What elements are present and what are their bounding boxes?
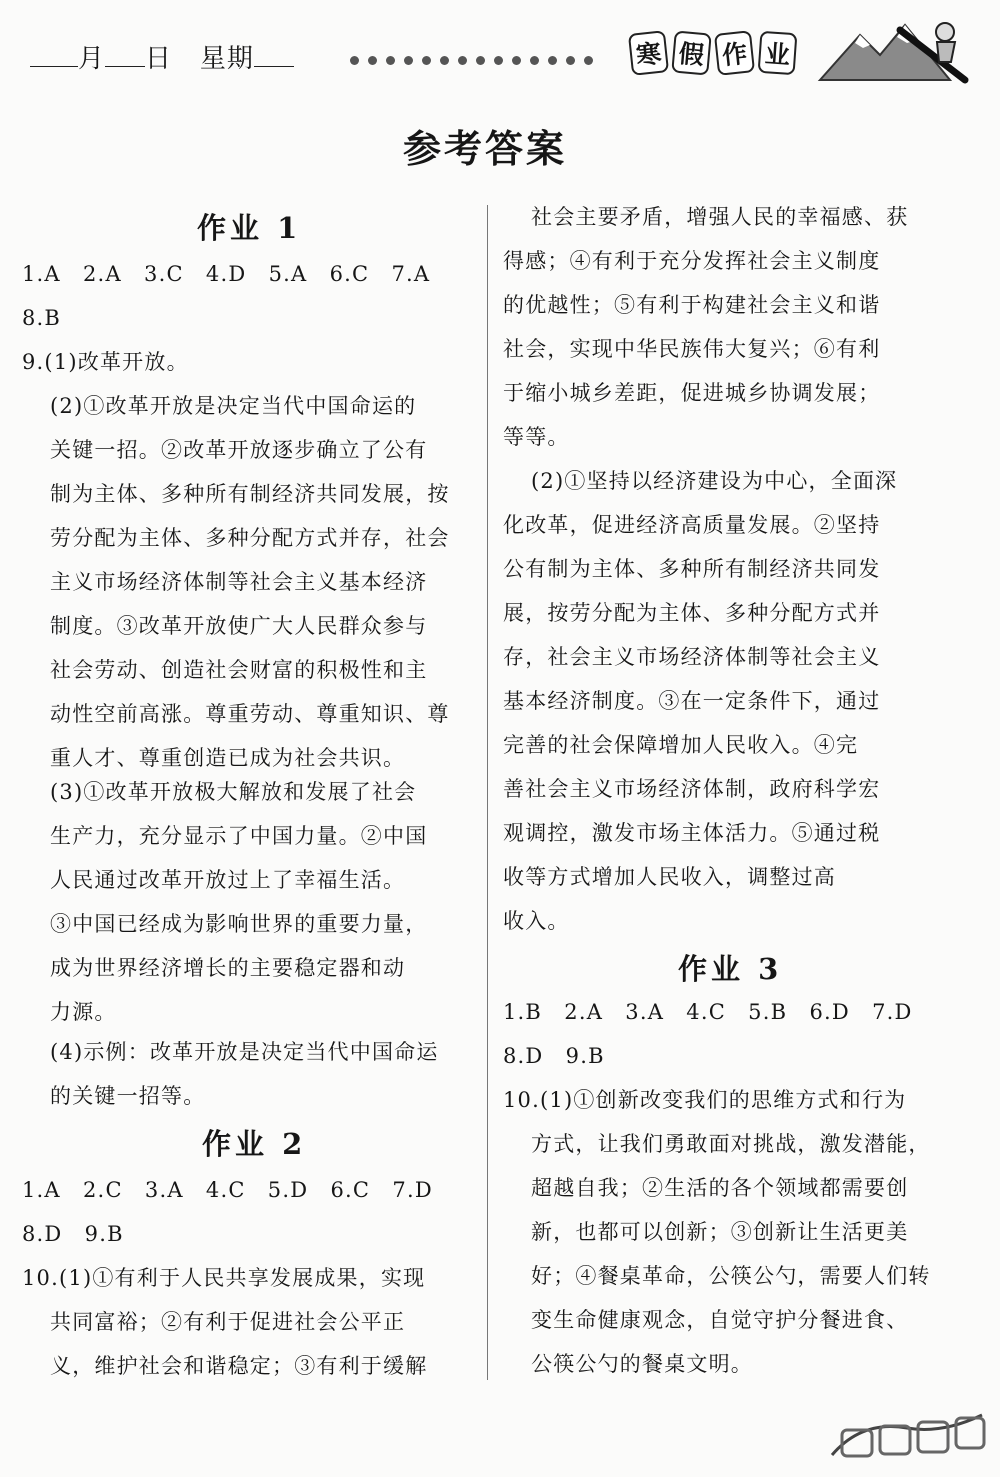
answer-line: (3)①改革开放极大解放和发展了社会 xyxy=(50,780,417,804)
answer-line: 成为世界经济增长的主要稳定器和动 xyxy=(50,956,406,980)
answer-line: 制为主体、多种所有制经济共同发展，按 xyxy=(50,482,450,506)
answer-line: 社会劳动、创造社会财富的积极性和主 xyxy=(50,658,428,682)
answer-line: 1.A 2.A 3.C 4.D 5.A 6.C 7.A xyxy=(22,262,431,286)
answer-line: 力源。 xyxy=(50,1000,117,1024)
weekday-label: 星期 xyxy=(199,44,254,74)
answer-line: (2)①改革开放是决定当代中国命运的 xyxy=(50,394,417,418)
answer-line: 于缩小城乡差距，促进城乡协调发展； xyxy=(503,381,881,405)
corner-logo-icon xyxy=(822,1400,992,1470)
answer-line: 共同富裕；②有利于促进社会公平正 xyxy=(50,1310,406,1334)
answer-line: (2)①坚持以经济建设为中心，全面深 xyxy=(531,469,898,493)
answer-line: 动性空前高涨。尊重劳动、尊重知识、尊 xyxy=(50,702,450,726)
answer-line: 社会主要矛盾，增强人民的幸福感、获 xyxy=(531,205,909,229)
header-dots xyxy=(350,50,602,69)
answer-line: 展，按劳分配为主体、多种分配方式并 xyxy=(503,601,881,625)
brand-char: 作 xyxy=(714,30,755,76)
day-blank xyxy=(105,44,145,67)
answer-line: 得感；④有利于充分发挥社会主义制度 xyxy=(503,249,881,273)
answer-line: 关键一招。②改革开放逐步确立了公有 xyxy=(50,438,428,462)
date-line xyxy=(30,38,294,75)
answer-line: 义，维护社会和谐稳定；③有利于缓解 xyxy=(50,1354,428,1378)
answer-line: ③中国已经成为影响世界的重要力量， xyxy=(50,912,428,936)
month-label: 月 xyxy=(78,44,106,74)
answer-line: 制度。③改革开放使广大人民群众参与 xyxy=(50,614,428,638)
answer-line: 9.(1)改革开放。 xyxy=(22,350,189,374)
answer-line: 人民通过改革开放过上了幸福生活。 xyxy=(50,868,406,892)
answer-line: 8.D 9.B xyxy=(22,1222,124,1246)
answer-line: 变生命健康观念，自觉守护分餐进食、 xyxy=(531,1308,909,1332)
month-blank xyxy=(30,44,78,67)
answer-line: 公筷公勺的餐桌文明。 xyxy=(531,1352,753,1376)
answer-line: 的关键一招等。 xyxy=(50,1084,206,1108)
answer-line: 好；④餐桌革命，公筷公勺，需要人们转 xyxy=(531,1264,931,1288)
section-heading-3: 作业 3 xyxy=(678,952,783,986)
answer-line: 重人才、尊重创造已成为社会共识。 xyxy=(50,746,406,770)
answer-line: 的优越性；⑤有利于构建社会主义和谐 xyxy=(503,293,881,317)
answer-line: 新，也都可以创新；③创新让生活更美 xyxy=(531,1220,909,1244)
answer-line: 公有制为主体、多种所有制经济共同发 xyxy=(503,557,881,581)
answer-line: 8.B xyxy=(22,306,62,330)
section-heading-2: 作业 2 xyxy=(202,1127,307,1161)
answer-line: 基本经济制度。③在一定条件下，通过 xyxy=(503,689,881,713)
answer-line: 存，社会主义市场经济体制等社会主义 xyxy=(503,645,881,669)
weekday-blank xyxy=(254,44,294,67)
answer-line: 10.(1)①创新改变我们的思维方式和行为 xyxy=(503,1088,907,1112)
answer-line: 10.(1)①有利于人民共享发展成果，实现 xyxy=(22,1266,426,1290)
answer-line: 社会，实现中华民族伟大复兴；⑥有利 xyxy=(503,337,881,361)
answer-line: 方式，让我们勇敢面对挑战，激发潜能， xyxy=(531,1132,931,1156)
answer-line: 超越自我；②生活的各个领域都需要创 xyxy=(531,1176,909,1200)
brand-char: 寒 xyxy=(628,30,669,76)
answer-line: 劳分配为主体、多种分配方式并存，社会 xyxy=(50,526,450,550)
answer-line: 善社会主义市场经济体制，政府科学宏 xyxy=(503,777,881,801)
answer-line: 主义市场经济体制等社会主义基本经济 xyxy=(50,570,428,594)
answer-line: 1.B 2.A 3.A 4.C 5.B 6.D 7.D xyxy=(503,1000,913,1024)
answer-line: 收入。 xyxy=(503,909,570,933)
section-heading-1: 作业 1 xyxy=(197,211,302,245)
answer-line: 等等。 xyxy=(503,425,570,449)
winter-homework-brand xyxy=(630,32,796,74)
answer-line: 收等方式增加人民收入，调整过高 xyxy=(503,865,836,889)
answer-line: 化改革，促进经济高质量发展。②坚持 xyxy=(503,513,881,537)
answer-line: 生产力，充分显示了中国力量。②中国 xyxy=(50,824,428,848)
page-title: 参考答案 xyxy=(402,126,567,171)
day-label: 日 xyxy=(145,44,173,74)
mountain-skier-icon xyxy=(815,10,975,85)
brand-char: 假 xyxy=(671,30,712,75)
brand-char: 业 xyxy=(758,31,798,75)
answer-line: 完善的社会保障增加人民收入。④完 xyxy=(503,733,859,757)
answer-line: 1.A 2.C 3.A 4.C 5.D 6.C 7.D xyxy=(22,1178,433,1202)
answer-line: 8.D 9.B xyxy=(503,1044,605,1068)
answer-line: 观调控，激发市场主体活力。⑤通过税 xyxy=(503,821,881,845)
answer-line: (4)示例：改革开放是决定当代中国命运 xyxy=(50,1040,439,1064)
column-divider xyxy=(487,205,488,1380)
